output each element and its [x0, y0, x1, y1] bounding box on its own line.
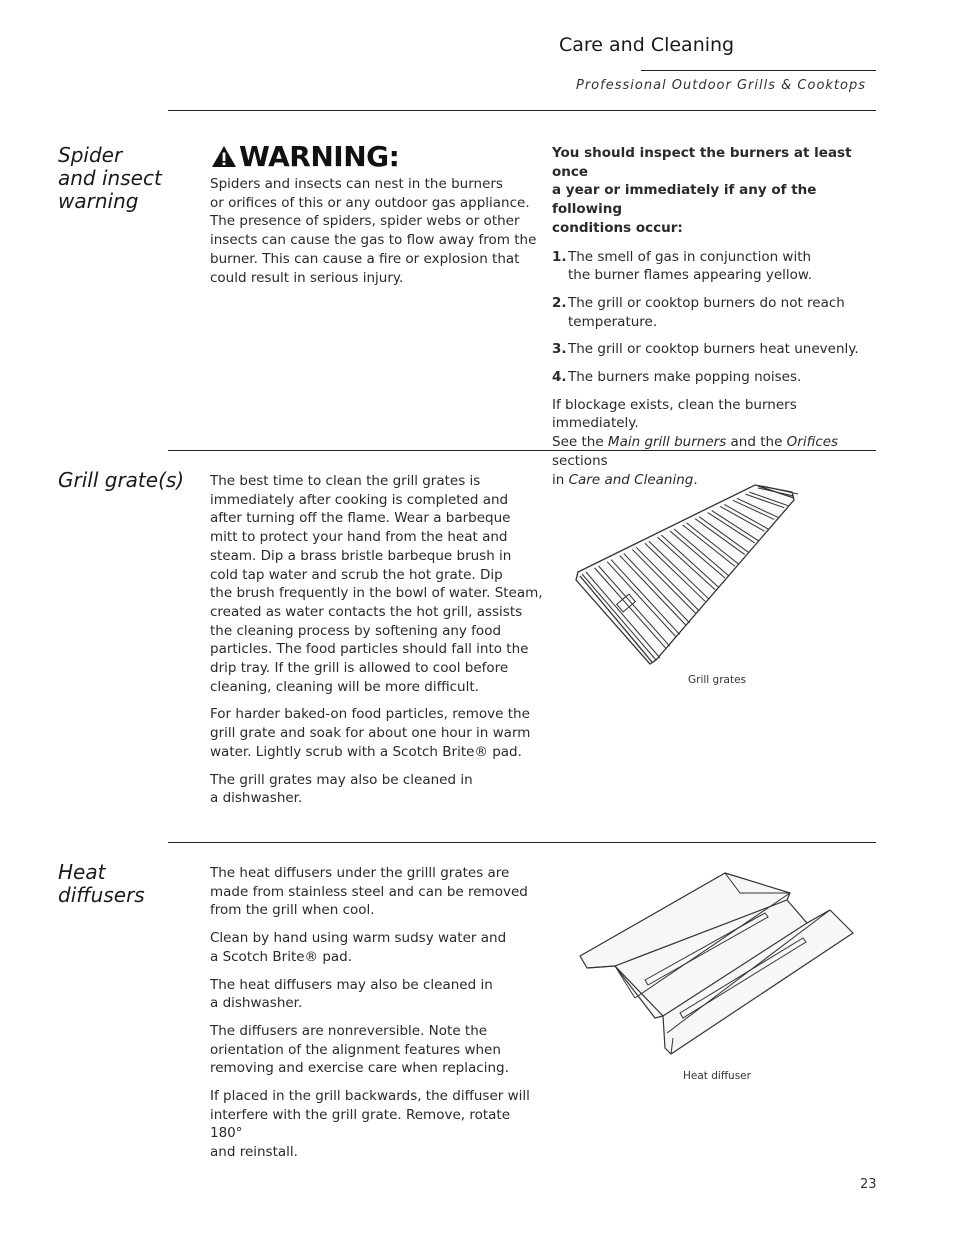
- page-number: 23: [860, 1177, 877, 1192]
- grill-grates-caption: Grill grates: [688, 674, 747, 686]
- grill-grates-illustration: [570, 480, 870, 670]
- warning-heading: [211, 140, 399, 173]
- header-divider: [641, 70, 876, 71]
- section-divider: [168, 842, 876, 843]
- grill-grates-text: The best time to clean the grill grates is immediately after cooking is completed and after turning off the flame. Wear a barbeque mitt to protect your hand from the heat and steam. Dip a brass bristle barbeque brush in cold tap water and scrub the hot grate. Dip the brush frequently in the bowl of water. Steam, created as water contacts the hot grill, assists the cleaning process by softening any food particles. The food particles should fall into the drip tray. If the grill is allowed to cool before cleaning, cleaning will be more difficult. For harder baked-on food particles, remove the grill grate and soak for about one hour in warm water. Lightly scrub with a Scotch Brite® pad. The grill grates may also be cleaned in a dishwasher.: [210, 473, 543, 807]
- condition-item: 2. The grill or cooktop burners do not reach temperature.: [552, 294, 845, 330]
- condition-item: 4. The burners make popping noises.: [552, 369, 802, 386]
- heat-diffusers-text: The heat diffusers under the grilll grates are made from stainless steel and can be removed from the grill when cool. Clean by hand using warm sudsy water and a Scotch Brite® pad. The heat diffusers may also be cleaned in a dishwasher. The diffusers are nonreversible. Note the orientation of the alignment features when removing and exercise care when replacing. If placed in the grill backwards, the diffuser will interfere with the grill grate. Remove, rotate 180° and reinstall.: [210, 865, 530, 1161]
- warning-triangle-icon: [211, 145, 237, 168]
- heat-diffuser-caption: Heat diffuser: [683, 1070, 751, 1082]
- warning-label: WARNING:: [239, 140, 400, 173]
- page-header-subtitle: Professional Outdoor Grills & Cooktops: [576, 78, 866, 93]
- section-title-grill-grates: Grill grate(s): [58, 468, 185, 492]
- section-divider: [168, 110, 876, 111]
- section-title-heat-diffusers: Heat diffusers: [58, 860, 145, 907]
- page-header-title: Care and Cleaning: [559, 34, 735, 56]
- section-title-spider: Spider and insect warning: [58, 143, 162, 213]
- blockage-note: If blockage exists, clean the burners immediately. See the Main grill burners and the Orifices sections in Care and Cleaning.: [552, 396, 839, 488]
- inspection-column: [552, 144, 876, 489]
- warning-text: Spiders and insects can nest in the burners or orifices of this or any outdoor gas appliance. The presence of spiders, spider webs or other insects can cause the gas to flow away from the burner. This can cause a fire or explosion that could result in serious injury.: [210, 176, 537, 286]
- section-divider: [168, 450, 876, 451]
- inspect-intro: You should inspect the burners at least once a year or immediately if any of the following conditions occur:: [552, 145, 852, 236]
- condition-item: 1. The smell of gas in conjunction with the burner flames appearing yellow.: [552, 248, 813, 284]
- heat-diffuser-illustration: [575, 868, 860, 1063]
- condition-item: 3. The grill or cooktop burners heat unevenly.: [552, 341, 859, 358]
